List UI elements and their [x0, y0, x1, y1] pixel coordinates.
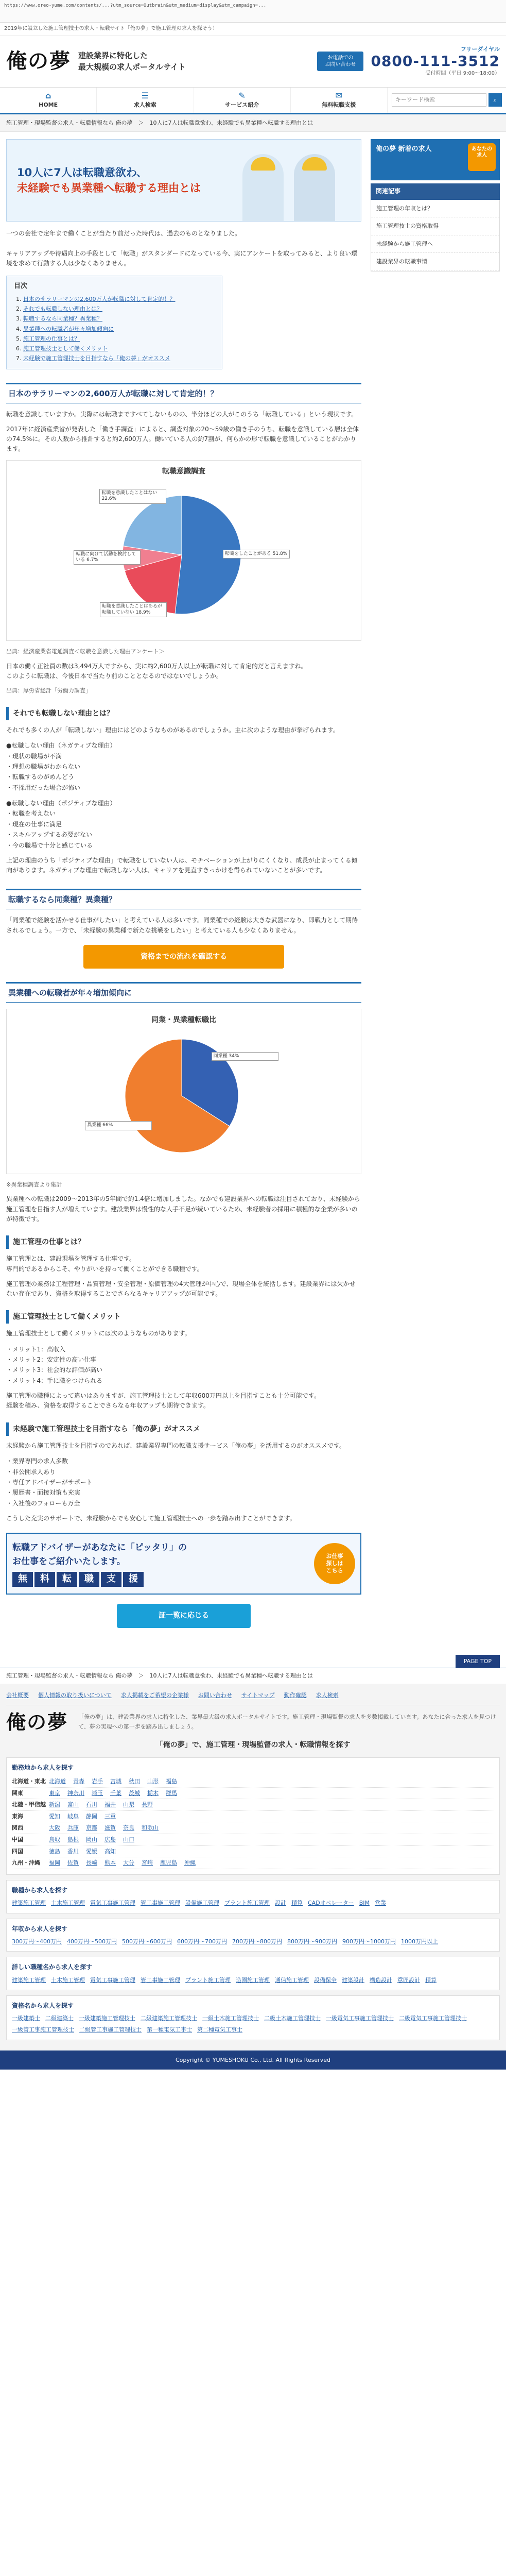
region-row [12, 1799, 494, 1811]
advisor-line-2: お仕事をご紹介いたします。 [12, 1556, 126, 1567]
related-articles-heading: 関連記事 [371, 183, 500, 199]
footer-search-title: 「俺の夢」で、施工管理・現場監督の求人・転職情報を探す [155, 1741, 351, 1750]
related-article-item[interactable]: 施工管理の年収とは？ [371, 200, 499, 218]
prefecture-link[interactable]: 沖縄 [184, 1859, 196, 1867]
paragraph: 「同業種で経験を活かせる仕事がしたい」と考えている人は多いです。同業種での経験は大きな武器になり、即戦力として期待されるでしょう。一方で、「未経験の異業種で新たな挑戦をしたい」と考えている人も少なくありません。 [6, 917, 358, 934]
related-article-item[interactable]: 施工管理技士の資格取得 [371, 217, 499, 235]
page-layout [0, 132, 506, 1644]
toc-item[interactable] [23, 334, 215, 344]
prefecture-link[interactable]: 大阪 [49, 1824, 60, 1832]
prefecture-link[interactable]: 和歌山 [142, 1824, 159, 1832]
pie-label-text: 転職を意識したことはない 22.6% [99, 489, 166, 504]
badge-char: 料 [34, 1572, 55, 1587]
hero-text [7, 165, 211, 196]
section-heading: 異業種への転職者が年々増加傾向に [6, 982, 361, 1003]
footer-logo[interactable]: 俺の夢 [6, 1710, 68, 1734]
prefecture-link[interactable]: 静岡 [86, 1812, 97, 1820]
site-catchphrase [78, 50, 310, 73]
region-name: 関西 [12, 1824, 23, 1832]
license-link[interactable]: 一級管工事施工管理技士 [12, 2026, 74, 2033]
industry-link[interactable]: 土木施工管理 [51, 1976, 85, 1984]
site-topline: 2019年に設立した施工管理技士の求人・転職サイト「俺の夢」で施工管理の求人を探そう！ [0, 23, 506, 36]
nav-service[interactable] [194, 88, 291, 113]
banner-label: 俺の夢 新着の求人 [376, 145, 432, 154]
prefecture-links [49, 1789, 494, 1798]
job-link[interactable]: 設計 [275, 1899, 286, 1906]
industry-link[interactable]: プラント施工管理 [185, 1976, 231, 1984]
prefecture-link[interactable]: 山形 [147, 1778, 159, 1785]
helmet-icon [251, 157, 275, 171]
license-link[interactable]: 第一種電気工事士 [147, 2026, 192, 2033]
footer-link[interactable]: 動作確認 [284, 1691, 307, 1699]
section-heading: 日本のサラリーマンの2,600万人が転職に対して肯定的！？ [6, 383, 361, 403]
list-item: ・不採用だった場合が怖い [6, 784, 81, 791]
negative-reasons-list [6, 740, 361, 793]
prefecture-link[interactable]: 島根 [67, 1836, 79, 1843]
industry-links [12, 1976, 494, 1985]
prefecture-link[interactable]: 新潟 [49, 1801, 60, 1808]
prefecture-link[interactable]: 青森 [73, 1778, 84, 1785]
subsection-heading: 施工管理技士として働くメリット [6, 1310, 361, 1324]
region-name: 関東 [12, 1789, 23, 1797]
nav-home-label: HOME [39, 101, 58, 109]
pie-chart-svg [12, 1026, 352, 1165]
license-link[interactable]: 二級管工事施工管理技士 [79, 2026, 142, 2033]
license-search-block [6, 1995, 500, 2040]
list-item: ・履歴書・面接対策も充実 [6, 1489, 81, 1497]
block-title: 職種から求人を探す [12, 1886, 68, 1894]
prefecture-links [49, 1835, 494, 1844]
paragraph: 施工管理の職種によって違いはありますが、施工管理技士として年収600万円以上を目指すことも十分可能です。 経験を積み、資格を取得することでさらなる年収アップも期待できます。 [6, 1392, 320, 1410]
article-hero [6, 139, 361, 222]
hero-title-line-1: 10人に7人は転職意欲わ、 [17, 166, 147, 179]
nav-support[interactable] [291, 88, 388, 113]
nav-search [388, 88, 506, 113]
toc-link[interactable]: 未経験で施工管理技士を目指すなら「俺の夢」がオススメ [23, 355, 170, 362]
nav-job-search[interactable] [97, 88, 194, 113]
helmet-icon [302, 157, 327, 171]
prefecture-links [49, 1812, 494, 1821]
home-icon: ⌂ [45, 91, 51, 100]
footer-link[interactable]: サイトマップ [241, 1691, 275, 1699]
paragraph: 転職を意識していますか。実際には転職まですべてしないものの、半分ほどの人がこのうち「転職している」という現状です。 [6, 410, 358, 418]
region-row [12, 1834, 494, 1846]
article-main [6, 139, 361, 1637]
qualification-flow-button[interactable]: 資格までの流れを確認する [83, 945, 284, 969]
advisor-line-1: 転職アドバイザーがあなたに「ピッタリ」の [12, 1542, 187, 1553]
paragraph: こうした充実のサポートで、未経験からでも安心して施工管理技士への一歩を踏み出すことができます。 [6, 1515, 296, 1522]
salary-links [12, 1937, 494, 1946]
prefecture-link[interactable]: 長野 [142, 1801, 153, 1808]
region-row [12, 1776, 494, 1788]
keyword-search-input[interactable] [392, 93, 486, 107]
region-name: 中国 [12, 1836, 23, 1843]
industry-link[interactable]: 建築設計 [342, 1976, 364, 1984]
paragraph: 未経験から施工管理技士を目指すのであれば、建設業界専門の転職支援サービス「俺の夢」を活用するのがオススメです。 [6, 1442, 345, 1449]
subsection-heading: 施工管理の仕事とは？ [6, 1235, 361, 1249]
toc-title: 目次 [14, 282, 28, 291]
job-link[interactable]: BIM [359, 1899, 370, 1906]
nav-home[interactable] [0, 88, 97, 113]
block-title: 詳しい職種名から求人を探す [12, 1963, 93, 1971]
prefecture-link[interactable]: 徳島 [49, 1848, 60, 1855]
salary-link[interactable]: 800万円〜900万円 [287, 1938, 337, 1945]
positive-reasons-list [6, 798, 361, 851]
salary-link[interactable]: 500万円〜600万円 [122, 1938, 172, 1945]
license-link[interactable]: 一級建築施工管理技士 [79, 2015, 135, 2022]
paragraph: それでも多くの人が「転職しない」理由にはどのようなものがあるのでしょうか。主に次のような理由が挙げられます。 [6, 726, 340, 734]
job-link[interactable]: 積算 [291, 1899, 303, 1906]
badge-char: 無 [12, 1572, 33, 1587]
sidebar [371, 139, 500, 1637]
page-top-button[interactable]: PAGE TOP [456, 1655, 500, 1668]
catch-line-1: 建設業界に特化した [78, 50, 148, 60]
phone-consult-button[interactable]: お電話での お問い合わせ [317, 52, 363, 71]
region-row [12, 1857, 494, 1869]
list-title: ●転職しない理由（ポジティブな理由） [6, 800, 116, 807]
advisor-banner[interactable] [6, 1533, 361, 1595]
prefecture-link[interactable]: 奈良 [123, 1824, 134, 1832]
license-link[interactable]: 一級電気工事施工管理技士 [326, 2015, 394, 2022]
pie-label [85, 1121, 152, 1144]
block-title: 勤務地から求人を探す [12, 1764, 74, 1771]
toc-list [14, 294, 215, 364]
pie-label [100, 602, 167, 625]
prefecture-link[interactable]: 長崎 [86, 1859, 97, 1867]
job-search-circle-button[interactable]: お仕事 探しは こちら [314, 1543, 355, 1584]
prefecture-link[interactable]: 愛知 [49, 1812, 60, 1820]
subsection-heading: 未経験で施工管理技士を目指すなら「俺の夢」がオススメ [6, 1422, 361, 1436]
tel-number[interactable]: 0800-111-3512 [371, 53, 500, 70]
salary-link[interactable]: 900万円〜1000万円 [342, 1938, 396, 1945]
footer-link[interactable]: 求人検索 [316, 1691, 339, 1699]
pagetop-row [0, 1655, 506, 1668]
mail-icon: ✉ [335, 91, 343, 100]
footer-breadcrumb[interactable]: 施工管理・現場監督の求人・転職情報なら 俺の夢 ＞ 10人に7人は転職意欲わ、未経験でも異業種へ転職する理由とは [0, 1668, 506, 1684]
nav-service-label: サービス紹介 [225, 101, 259, 109]
global-nav [0, 87, 506, 114]
job-link[interactable]: CADオペレーター [308, 1899, 354, 1906]
pie-label [223, 550, 290, 572]
industry-link[interactable]: 積算 [425, 1976, 437, 1984]
pie-label-text: 転職を意識したことはあるが転職していない 18.9% [100, 602, 167, 617]
toc-item[interactable] [23, 353, 215, 363]
prefecture-link[interactable]: 北海道 [49, 1778, 66, 1785]
prefecture-link[interactable]: 高知 [104, 1848, 116, 1855]
region-name: 東海 [12, 1812, 23, 1820]
section-heading: 転職するなら同業種？異業種？ [6, 889, 361, 909]
free-support-badges [12, 1572, 307, 1587]
prefecture-link[interactable]: 宮崎 [142, 1859, 153, 1867]
related-articles-list [371, 200, 500, 272]
pie-label-text: 転職に向けて活動を検討している 6.7% [74, 550, 141, 565]
list-item: ・メリット1：高収入 [6, 1345, 66, 1353]
toc-item[interactable] [23, 324, 215, 334]
toc-item[interactable] [23, 344, 215, 353]
apply-button[interactable]: 証一覧に応じる [117, 1604, 251, 1628]
prefecture-link[interactable]: 秋田 [129, 1778, 140, 1785]
paragraph: 施工管理の業務は工程管理・品質管理・安全管理・原価管理の4大管理が中心で、現場全体を統括します。建設業界には欠かせない存在であり、資格を取得することでさらなるキャリアアップが可能です。 [6, 1280, 356, 1297]
list-icon: ☰ [141, 91, 149, 100]
footer-link[interactable]: 求人掲載をご希望の企業様 [120, 1691, 189, 1699]
hero-title-line-2: 未経験でも異業種へ転職する理由とは [17, 182, 201, 195]
industry-link[interactable]: 設備保全 [314, 1976, 337, 1984]
list-item: ・転職を考えない [6, 810, 56, 818]
license-link[interactable]: 二級土木施工管理技士 [264, 2015, 321, 2022]
prefecture-link[interactable]: 東京 [49, 1789, 60, 1797]
site-logo[interactable]: 俺の夢 [6, 49, 71, 73]
catch-line-2: 最大規模の求人ポータルサイト [78, 62, 186, 72]
industry-link[interactable]: 建築施工管理 [12, 1976, 46, 1984]
prefecture-link[interactable]: 滋賀 [104, 1824, 116, 1832]
industry-link[interactable]: 管工事施工管理 [141, 1976, 180, 1984]
pie-label-text: 異業種 66% [85, 1121, 152, 1130]
chart-title: 転職意識調査 [162, 467, 205, 476]
new-jobs-banner[interactable] [371, 139, 500, 180]
badge-char: 支 [101, 1572, 121, 1587]
paragraph: 2017年に経済産業省が発表した「働き手調査」によると、調査対象の20〜59歳の働き手のうち、転職を意識している層は全体の74.5%に。その人数から推計すると約2,600万人。働いている人の約7割が、何らかの形で転職を意識していることがわかります。 [6, 425, 359, 453]
salary-search-block [6, 1919, 500, 1952]
industry-pie-chart [6, 1009, 361, 1174]
region-row [12, 1822, 494, 1834]
site-footer [0, 1684, 506, 2050]
copyright: Copyright © YUMESHOKU Co., Ltd. All Rights Reserved [0, 2050, 506, 2070]
paragraph: 日本の働く正社員の数は3,494万人ですから、実に約2,600万人以上が転職に対して肯定的だと言えますね。 このように転職は、今後日本で当たり前のこととなるのではないでしょうか。 [6, 662, 307, 680]
job-link[interactable]: プラント施工管理 [224, 1899, 270, 1906]
prefecture-link[interactable]: 兵庫 [67, 1824, 79, 1832]
prefecture-links [49, 1823, 494, 1833]
free-dial-label: フリーダイヤル [460, 45, 500, 53]
merit-list [6, 1344, 361, 1386]
block-title: 資格名から求人を探す [12, 2002, 74, 2010]
list-item: ・非公開求人あり [6, 1468, 56, 1476]
prefecture-links [49, 1777, 494, 1786]
prefecture-link[interactable]: 佐賀 [67, 1859, 79, 1867]
prefecture-link[interactable]: 宮城 [110, 1778, 121, 1785]
industry-link[interactable]: 構造設計 [370, 1976, 392, 1984]
prefecture-link[interactable]: 京都 [86, 1824, 97, 1832]
search-icon[interactable]: ⌕ [488, 93, 502, 107]
salary-link[interactable]: 300万円〜400万円 [12, 1938, 62, 1945]
prefecture-link[interactable]: 岡山 [86, 1836, 97, 1843]
job-link[interactable]: 電気工事施工管理 [90, 1899, 135, 1906]
region-name: 九州・沖縄 [12, 1859, 40, 1867]
list-item: ・現状の職場が不満 [6, 752, 62, 760]
badge-char: 援 [123, 1572, 144, 1587]
prefecture-link[interactable]: 栃木 [147, 1789, 159, 1797]
list-item: ・今の職場で十分と感じている [6, 841, 93, 849]
region-row [12, 1788, 494, 1800]
list-item: ・スキルアップする必要がない [6, 831, 93, 839]
license-links [12, 2014, 494, 2034]
toc-item[interactable] [23, 314, 215, 324]
list-item: ・専任アドバイザーがサポート [6, 1478, 93, 1486]
prefecture-link[interactable]: 富山 [67, 1801, 79, 1808]
toc-link[interactable]: 転職するなら同業種？異業種？ [23, 315, 102, 323]
worker-illustration [294, 154, 335, 221]
region-name: 北陸・甲信越 [12, 1801, 46, 1808]
worker-illustration [242, 154, 284, 221]
prefecture-link[interactable]: 大分 [123, 1859, 134, 1867]
prefecture-link[interactable]: 群馬 [166, 1789, 177, 1797]
nav-support-label: 無料転職支援 [322, 101, 356, 109]
prefecture-link[interactable]: 福島 [166, 1778, 177, 1785]
prefecture-link[interactable]: 福岡 [49, 1859, 60, 1867]
footer-links [6, 1691, 500, 1706]
region-table [12, 1776, 494, 1869]
job-link[interactable]: 営業 [374, 1899, 386, 1906]
salary-link[interactable]: 600万円〜700万円 [177, 1938, 227, 1945]
hero-illustration [237, 144, 351, 221]
pie-label [74, 550, 141, 572]
toc-link[interactable]: 日本のサラリーマンの2,600万人が転職に対して肯定的！？ [23, 295, 176, 302]
browser-url-bar[interactable] [0, 0, 506, 23]
prefecture-link[interactable]: 岐阜 [67, 1812, 79, 1820]
prefecture-link[interactable]: 岩手 [92, 1778, 103, 1785]
prefecture-link[interactable]: 埼玉 [92, 1789, 103, 1797]
prefecture-links [49, 1847, 494, 1856]
industry-link[interactable]: 電気工事施工管理 [90, 1976, 135, 1984]
banner-badge: あなたの 求人 [468, 143, 496, 171]
region-row [12, 1811, 494, 1823]
pie-chart-svg [12, 478, 352, 632]
pie-label-text: 転職をしたことがある 51.8% [223, 550, 290, 558]
list-item: ・入社後のフォローも万全 [6, 1499, 80, 1507]
tel-block [371, 45, 500, 78]
prefecture-link[interactable]: 愛媛 [86, 1848, 97, 1855]
prefecture-link[interactable]: 鹿児島 [160, 1859, 177, 1867]
table-of-contents [6, 276, 222, 369]
prefecture-links [49, 1858, 494, 1868]
job-search-block [6, 1880, 500, 1913]
salary-link[interactable]: 700万円〜800万円 [232, 1938, 282, 1945]
toc-item[interactable] [23, 294, 215, 304]
job-link[interactable]: 建築施工管理 [12, 1899, 46, 1906]
paragraph: 施工管理とは、建設現場を管理する仕事です。 専門的であるからこそ、やりがいを持って働くことができる職種です。 [6, 1255, 203, 1273]
prefecture-link[interactable]: 茨城 [129, 1789, 140, 1797]
license-link[interactable]: 一級建築士 [12, 2015, 40, 2022]
prefecture-link[interactable]: 山口 [123, 1836, 134, 1843]
prefecture-link[interactable]: 三重 [104, 1812, 116, 1820]
article-lead: 一つの会社で定年まで働くことが当たり前だった時代は、過去のものとなりました。 キャリアアップや待遇向上の手段として「転職」がスタンダードになっている今、実にアンケートを取ってみると、より良い環境を求めて行動する人は少なくありません。 [6, 230, 357, 267]
salary-link[interactable]: 1000万円以上 [401, 1938, 438, 1945]
area-search-block [6, 1757, 500, 1875]
pencil-icon: ✎ [238, 91, 246, 100]
source-note: 出典：厚労省総計「労働力調査」 [6, 687, 91, 694]
toc-link[interactable]: それでも転職しない理由とは？ [23, 306, 102, 313]
region-name: 四国 [12, 1848, 23, 1855]
related-article-item[interactable]: 建設業界の転職事情 [371, 253, 499, 271]
site-header [0, 36, 506, 87]
prefecture-link[interactable]: 広島 [104, 1836, 116, 1843]
footer-brand [6, 1710, 500, 1734]
list-item: ・メリット4：手に職をつけられる [6, 1377, 103, 1384]
prefecture-links [49, 1800, 494, 1809]
prefecture-link[interactable]: 香川 [67, 1848, 79, 1855]
subsection-heading: それでも転職しない理由とは？ [6, 707, 361, 720]
badge-char: 職 [79, 1572, 99, 1587]
footer-link[interactable]: 個人情報の取り扱いについて [38, 1691, 112, 1699]
footer-link[interactable]: 会社概要 [6, 1691, 29, 1699]
block-title: 年収から求人を探す [12, 1925, 68, 1933]
breadcrumb[interactable]: 施工管理・現場監督の求人・転職情報なら 俺の夢 ＞ 10人に7人は転職意欲わ、未経験でも異業種へ転職する理由とは [0, 114, 506, 132]
related-article-item[interactable]: 未経験から施工管理へ [371, 235, 499, 253]
pie-label [212, 1052, 278, 1074]
prefecture-link[interactable]: 熊本 [104, 1859, 116, 1867]
list-item: ・業界専門の求人多数 [6, 1458, 68, 1465]
prefecture-link[interactable]: 鳥取 [49, 1836, 60, 1843]
service-feature-list [6, 1456, 361, 1509]
list-item: ・メリット2：安定性の高い仕事 [6, 1356, 97, 1364]
list-item: ・転職するのがめんどう [6, 773, 75, 781]
job-link[interactable]: 管工事施工管理 [141, 1899, 180, 1906]
prefecture-link[interactable]: 石川 [86, 1801, 97, 1808]
url-text: https://www.oreo-yume.com/contents/...?utm_source=Outbrain&utm_medium=display&utm_campaign=... [4, 3, 267, 8]
license-link[interactable]: 第二種電気工事士 [197, 2026, 242, 2033]
license-link[interactable]: 一級土木施工管理技士 [202, 2015, 259, 2022]
chart-title: 同業・異業種転職比 [151, 1016, 216, 1025]
industry-link[interactable]: 意匠設計 [397, 1976, 420, 1984]
nav-job-search-label: 求人検索 [133, 101, 156, 109]
license-link[interactable]: 二級建築士 [45, 2015, 74, 2022]
license-link[interactable]: 二級建築施工管理技士 [141, 2015, 197, 2022]
prefecture-link[interactable]: 山梨 [123, 1801, 134, 1808]
license-link[interactable]: 二級電気工事施工管理技士 [399, 2015, 467, 2022]
industry-link[interactable]: 通信施工管理 [275, 1976, 309, 1984]
prefecture-link[interactable]: 福井 [104, 1801, 116, 1808]
industry-search-block [6, 1957, 500, 1990]
list-item: ・現在の仕事に満足 [6, 820, 62, 828]
job-link[interactable]: 設備施工管理 [185, 1899, 219, 1906]
industry-link[interactable]: 造園施工管理 [236, 1976, 270, 1984]
job-links [12, 1899, 494, 1908]
toc-link[interactable]: 異業種への転職者が年々増加傾向に [23, 325, 114, 332]
badge-char: 転 [57, 1572, 77, 1587]
tel-hours: 受付時間（平日 9:00～18:00） [425, 71, 500, 77]
source-note: ※異業種調査より集計 [6, 1181, 62, 1188]
job-link[interactable]: 土木施工管理 [51, 1899, 85, 1906]
prefecture-link[interactable]: 神奈川 [67, 1789, 84, 1797]
paragraph: 施工管理技士として働くメリットには次のようなものがあります。 [6, 1330, 191, 1337]
paragraph: 異業種への転職は2009〜2013年の5年間で約1.4倍に増加しました。なかでも建設業界への転職は注目されており、未経験から施工管理を目指す人が増えています。建設業界は慢性的な人手不足が続いているため、未経験者の採用に積極的な企業が多いのが特徴です。 [6, 1195, 360, 1223]
source-note: 出典：経済産業省電通調査＜転職を意識した理由アンケート＞ [6, 648, 165, 655]
region-row [12, 1846, 494, 1858]
toc-link[interactable]: 施工管理の仕事とは？ [23, 335, 80, 342]
footer-description: 「俺の夢」は、建設業界の求人に特化した、業界最大級の求人ポータルサイトです。施工管理・現場監督の求人を多数掲載しています。あなたに合った求人を見つけて、夢の実現への第一歩を踏み出しましょう。 [78, 1714, 496, 1731]
prefecture-link[interactable]: 千葉 [110, 1789, 121, 1797]
hero-title [17, 165, 201, 196]
footer-link[interactable]: お問い合わせ [198, 1691, 232, 1699]
list-item: ・メリット3：社会的な評価が高い [6, 1366, 103, 1374]
list-title: ●転職しない理由（ネガティブな理由） [6, 742, 116, 750]
list-item: ・理想の職場がわからない [6, 762, 81, 770]
paragraph: 上記の理由のうち「ポジティブな理由」で転職をしていない人は、モチベーションが上がりにくくなり、成長が止まってくる傾向があります。ネガティブな理由で転職しない人は、キャリアを見直すきっかけを得られていないことが多いです。 [6, 857, 358, 874]
salary-link[interactable]: 400万円〜500万円 [67, 1938, 117, 1945]
pie-label-text: 同業種 34% [212, 1052, 278, 1060]
region-name: 北海道・東北 [12, 1778, 46, 1785]
survey-pie-chart [6, 460, 361, 641]
pie-label [99, 489, 166, 512]
advisor-text [12, 1541, 307, 1587]
toc-link[interactable]: 施工管理技士として働くメリット [23, 345, 108, 352]
toc-item[interactable] [23, 304, 215, 314]
